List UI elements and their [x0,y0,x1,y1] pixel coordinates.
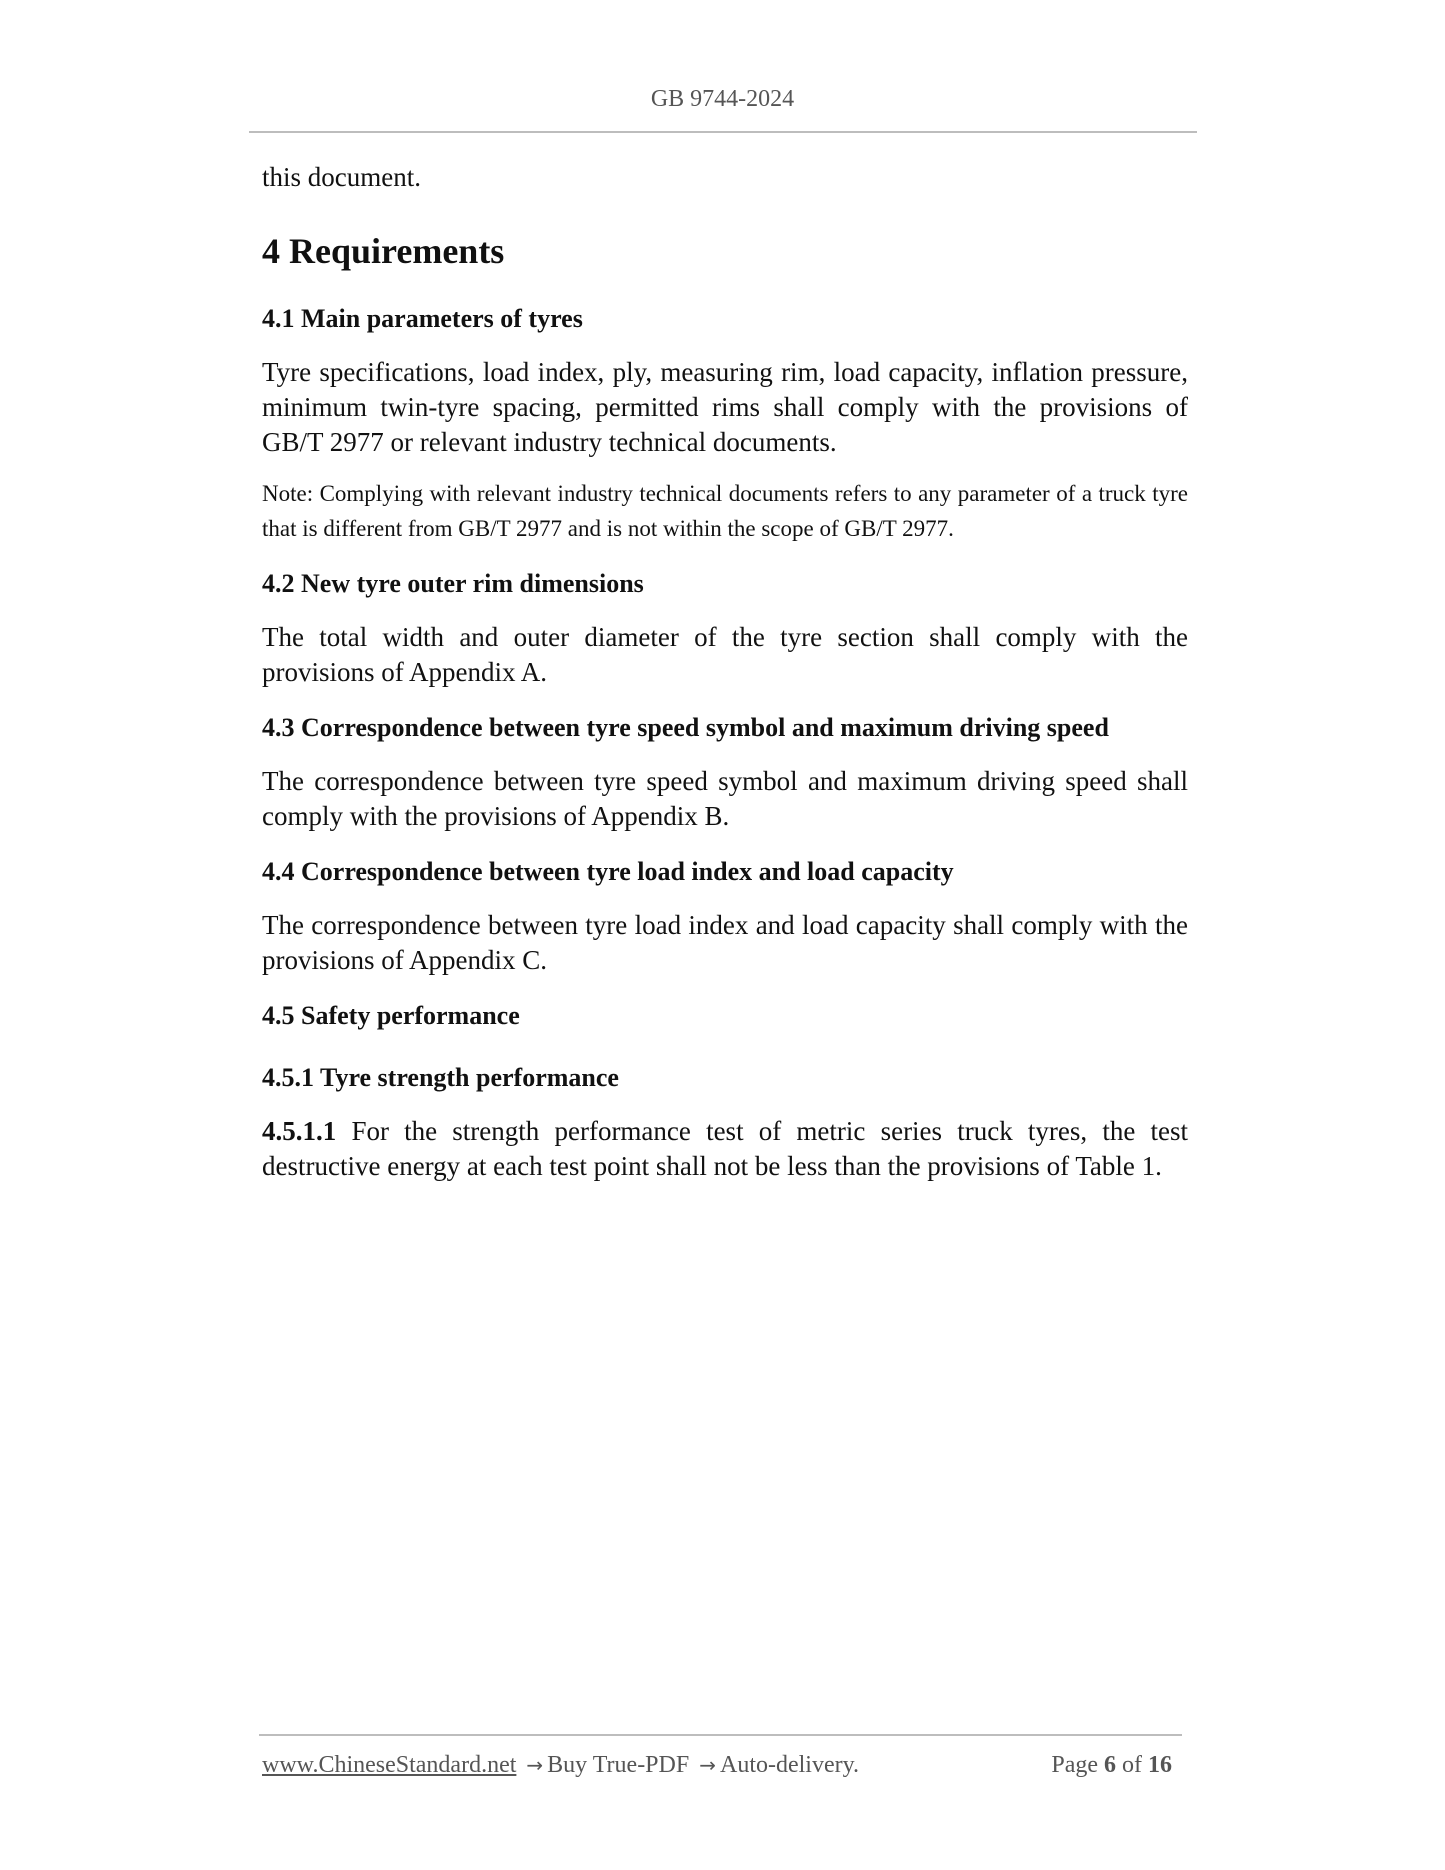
page-indicator [1051,1752,1178,1779]
heading-4-5-1: 4.5.1 Tyre strength performance [262,1063,619,1092]
total-page-number: 16 [1148,1752,1172,1778]
heading-4-3: 4.3 Correspondence between tyre speed symbol and maximum driving speed [262,713,1109,742]
page-label: Page [1051,1752,1098,1778]
footer-divider [259,1734,1182,1736]
heading-4-1: 4.1 Main parameters of tyres [262,304,583,333]
page-of-label: of [1122,1752,1142,1778]
heading-4-4: 4.4 Correspondence between tyre load index and load capacity [262,857,954,886]
continuation-text: this document. [262,162,421,192]
arrow-right-icon: → [699,1753,716,1777]
current-page-number: 6 [1104,1752,1116,1778]
paragraph-4-3: The correspondence between tyre speed symbol and maximum driving speed shall comply with the provisions of Appendix B. [262,766,1188,831]
heading-4-2: 4.2 New tyre outer rim dimensions [262,569,644,598]
arrow-right-icon: → [526,1753,544,1777]
chinesestandard-link[interactable]: www.ChineseStandard.net [262,1752,517,1778]
paragraph-4-2: The total width and outer diameter of the tyre section shall comply with the provisions of Appendix A. [262,622,1188,687]
heading-4-5: 4.5 Safety performance [262,1001,520,1030]
auto-delivery-text: Auto-delivery. [719,1752,860,1778]
page-content [262,160,1188,1184]
note-4-1: Note: Complying with relevant industry technical documents refers to any parameter of a truck tyre that is different from GB/T 2977 and is not within the scope of GB/T 2977. [262,481,1188,541]
paragraph-4-5-1-1 [262,1114,1188,1184]
header-divider [249,131,1197,133]
paragraph-4-4: The correspondence between tyre load index and load capacity shall comply with the provisions of Appendix C. [262,910,1188,975]
clause-number-4-5-1-1: 4.5.1.1 [262,1116,337,1146]
paragraph-4-1: Tyre specifications, load index, ply, measuring rim, load capacity, inflation pressure, minimum twin-tyre spacing, permitted rims shall comply with the provisions of GB/T 2977 or relevant industry technical documents. [262,357,1188,457]
section-heading-requirements: 4 Requirements [262,231,505,271]
footer-promo [262,1752,859,1779]
clause-text-4-5-1-1: For the strength performance test of metric series truck tyres, the test destructive energy at each test point shall not be less than the provisions of Table 1. [262,1116,1188,1181]
buy-true-pdf-text: Buy True-PDF [547,1752,690,1778]
document-code-header: GB 9744-2024 [650,86,795,112]
